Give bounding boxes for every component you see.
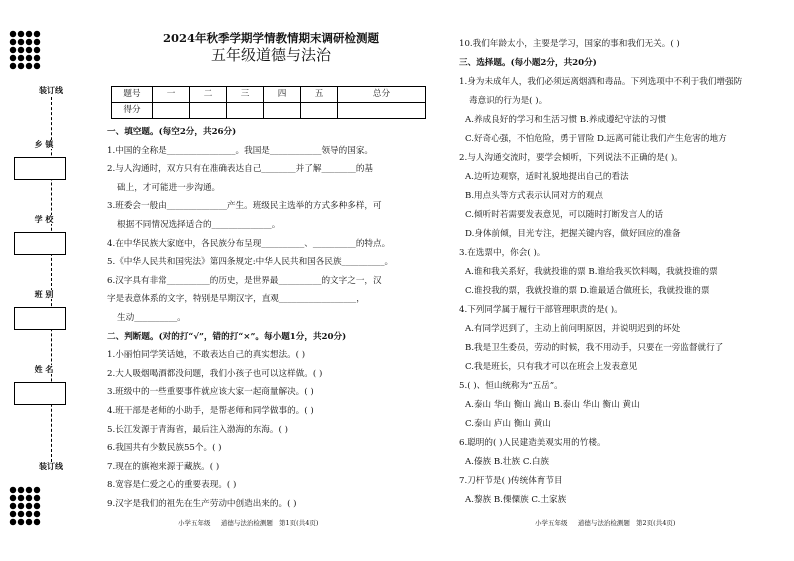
- field-label-class: 班 别: [24, 290, 64, 299]
- score-cell-input[interactable]: [153, 103, 190, 119]
- question-line: 1.小丽怕同学笑话她，不敢表达自己的真实想法。( ): [107, 350, 306, 361]
- question-line: 1.身为未成年人，我们必须远离烟酒和毒品。下列选项中不利于我们增强防: [459, 77, 743, 87]
- score-cell: 二: [190, 87, 227, 103]
- answer-option: A.黎族 B.傈僳族 C.土家族: [465, 495, 567, 505]
- answer-option: B.用点头等方式表示认同对方的观点: [465, 191, 603, 201]
- question-line: 1.中国的全称是________________。我国是____________领导的国家。: [107, 145, 374, 156]
- answer-option: C.好奇心强，不怕危险，勇于冒险 D.远离可能让我们产生危害的地方: [465, 134, 727, 144]
- binding-label-bottom: 装订线: [34, 462, 68, 471]
- score-cell-input[interactable]: [301, 103, 338, 119]
- field-label-school: 学 校: [24, 215, 64, 224]
- footer-subject: 道德与法治检测题: [220, 519, 273, 527]
- answer-option: C.谁投我的票，我就投谁的票 D.谁最适合做班长，我就投谁的票: [465, 286, 710, 296]
- question-line: 4.在中华民族大家庭中，各民族分布呈现__________、__________的特点。: [107, 238, 391, 249]
- question-line: 6.我国共有少数民族55个。( ): [107, 443, 222, 454]
- score-table: [111, 86, 426, 119]
- binding-strip: [0, 0, 98, 561]
- question-line: 5.长江发源于青海省，最后注入渤海的东海。( ): [107, 424, 288, 435]
- question-line: 根据不同情况选择适合的______________。: [117, 219, 281, 230]
- question-line: 10.我们年龄太小，主要是学习，国家的事和我们无关。( ): [459, 39, 680, 49]
- footer-subject: 道德与法治检测题: [577, 519, 630, 527]
- field-box-township[interactable]: [14, 157, 66, 180]
- question-line: 7.现在的旗袍来源于藏族。( ): [107, 461, 220, 472]
- score-cell-input[interactable]: [190, 103, 227, 119]
- answer-option: A.养成良好的学习和生活习惯 B.养成遵纪守法的习惯: [465, 115, 667, 125]
- question-line: 2.大人吸烟喝酒都没问题，我们小孩子也可以这样做。( ): [107, 368, 323, 379]
- footer-grade: 小学五年级: [535, 519, 568, 527]
- score-cell: 四: [264, 87, 301, 103]
- question-line: 4.班干部是老师的小助手，是帮老师和同学做事的。( ): [107, 405, 314, 416]
- answer-option: A.有同学迟到了，主动上前问明原因，并说明迟到的坏处: [465, 324, 681, 334]
- score-cell-input[interactable]: [338, 103, 426, 119]
- footer-grade: 小学五年级: [178, 519, 211, 527]
- question-line: 6.汉字具有非常__________的历史，是世界最__________的文字之一，汉: [107, 275, 382, 286]
- answer-option: A.谁和我关系好，我就投谁的票 B.谁给我买饮料喝，我就投谁的票: [465, 267, 718, 277]
- hole-pattern-top: [9, 30, 41, 70]
- left-column: [107, 128, 442, 518]
- score-table-header-row: [112, 87, 426, 103]
- question-line: 3.班委会一般由______________产生。班级民主选举的方式多种多样，可: [107, 201, 382, 212]
- section-heading: 一、填空题。(每空2分，共26分): [107, 127, 237, 137]
- question-line: 字是表意体系的文字，特别是早期汉字，直观__________________，: [107, 294, 365, 305]
- answer-option: A.边听边观察，适时礼貌地提出自己的看法: [465, 172, 629, 182]
- question-line: 2.与人沟通交流时，要学会倾听，下列说法不正确的是( )。: [459, 153, 683, 163]
- question-line: 3.在选票中，你会( )。: [459, 248, 546, 258]
- field-label-name: 姓 名: [24, 365, 64, 374]
- answer-option: C.倾听时若需要发表意见，可以随时打断发言人的话: [465, 210, 664, 220]
- footer-page: 第1页(共4页): [279, 519, 319, 527]
- question-line: 5.《中华人民共和国宪法》第四条规定:中华人民共和国各民族__________。: [107, 257, 394, 268]
- footer-left: [178, 520, 318, 527]
- question-line: 9.汉字是我们的祖先在生产劳动中创造出来的。( ): [107, 498, 297, 509]
- answer-option: A.泰山 华山 衡山 嵩山 B.泰山 华山 衡山 黄山: [465, 400, 640, 410]
- question-line: 础上，才可能进一步沟通。: [117, 182, 221, 193]
- score-cell: 三: [227, 87, 264, 103]
- section-heading: 二、判断题。(对的打“√”，错的打“×”。每小题1分，共20分): [107, 331, 347, 342]
- answer-option: D.身体前倾，目光专注，把握关键内容，做好回应的准备: [465, 229, 681, 239]
- answer-option: C.我是班长，只有我才可以在班会上发表意见: [465, 362, 638, 372]
- answer-option: C.泰山 庐山 衡山 黄山: [465, 419, 551, 429]
- score-table-score-row: [112, 103, 426, 119]
- footer-page: 第2页(共4页): [636, 519, 676, 527]
- question-line: 8.宽容是仁爱之心的重要表现。( ): [107, 480, 237, 491]
- hole-pattern-bottom: [9, 486, 41, 526]
- field-label-township: 乡 镇: [24, 140, 64, 149]
- score-cell: 五: [301, 87, 338, 103]
- score-cell: 得分: [112, 103, 153, 119]
- exam-subtitle: 五年级道德与法治: [210, 46, 331, 64]
- score-cell: 题号: [112, 87, 153, 103]
- question-line: 2.与人沟通时，双方只有在准确表达自己________并了解________的基: [107, 164, 374, 175]
- answer-option: B.我是卫生委员，劳动的时候，我不用动手，只要在一旁监督就行了: [465, 343, 724, 353]
- section-heading: 三、选择题。(每小题2分，共20分): [459, 58, 597, 68]
- question-line: 4.下列同学属于履行干部管理职责的是( )。: [459, 305, 623, 315]
- question-line: 生动__________。: [117, 312, 186, 323]
- field-box-class[interactable]: [14, 307, 66, 330]
- binding-label-top: 装订线: [34, 86, 68, 95]
- answer-option: A.傣族 B.壮族 C.白族: [465, 457, 550, 467]
- question-line: 7.刀杆节是( )传统体育节目: [459, 476, 563, 486]
- field-box-school[interactable]: [14, 232, 66, 255]
- question-line: 毒意识的行为是( )。: [469, 96, 548, 106]
- question-line: 5.( )、恒山统称为“五岳”。: [459, 381, 563, 391]
- footer-right: [535, 520, 675, 527]
- score-cell-input[interactable]: [227, 103, 264, 119]
- score-cell: 一: [153, 87, 190, 103]
- field-box-name[interactable]: [14, 382, 66, 405]
- score-cell: 总分: [338, 87, 426, 103]
- question-line: 6.聪明的( )人民建造美观实用的竹楼。: [459, 438, 606, 448]
- right-column: [459, 40, 787, 515]
- score-cell-input[interactable]: [264, 103, 301, 119]
- question-line: 3.班级中的一些重要事件就应该大家一起商量解决。( ): [107, 387, 314, 398]
- exam-title: 2024年秋季学期学情教情期末调研检测题: [162, 31, 379, 45]
